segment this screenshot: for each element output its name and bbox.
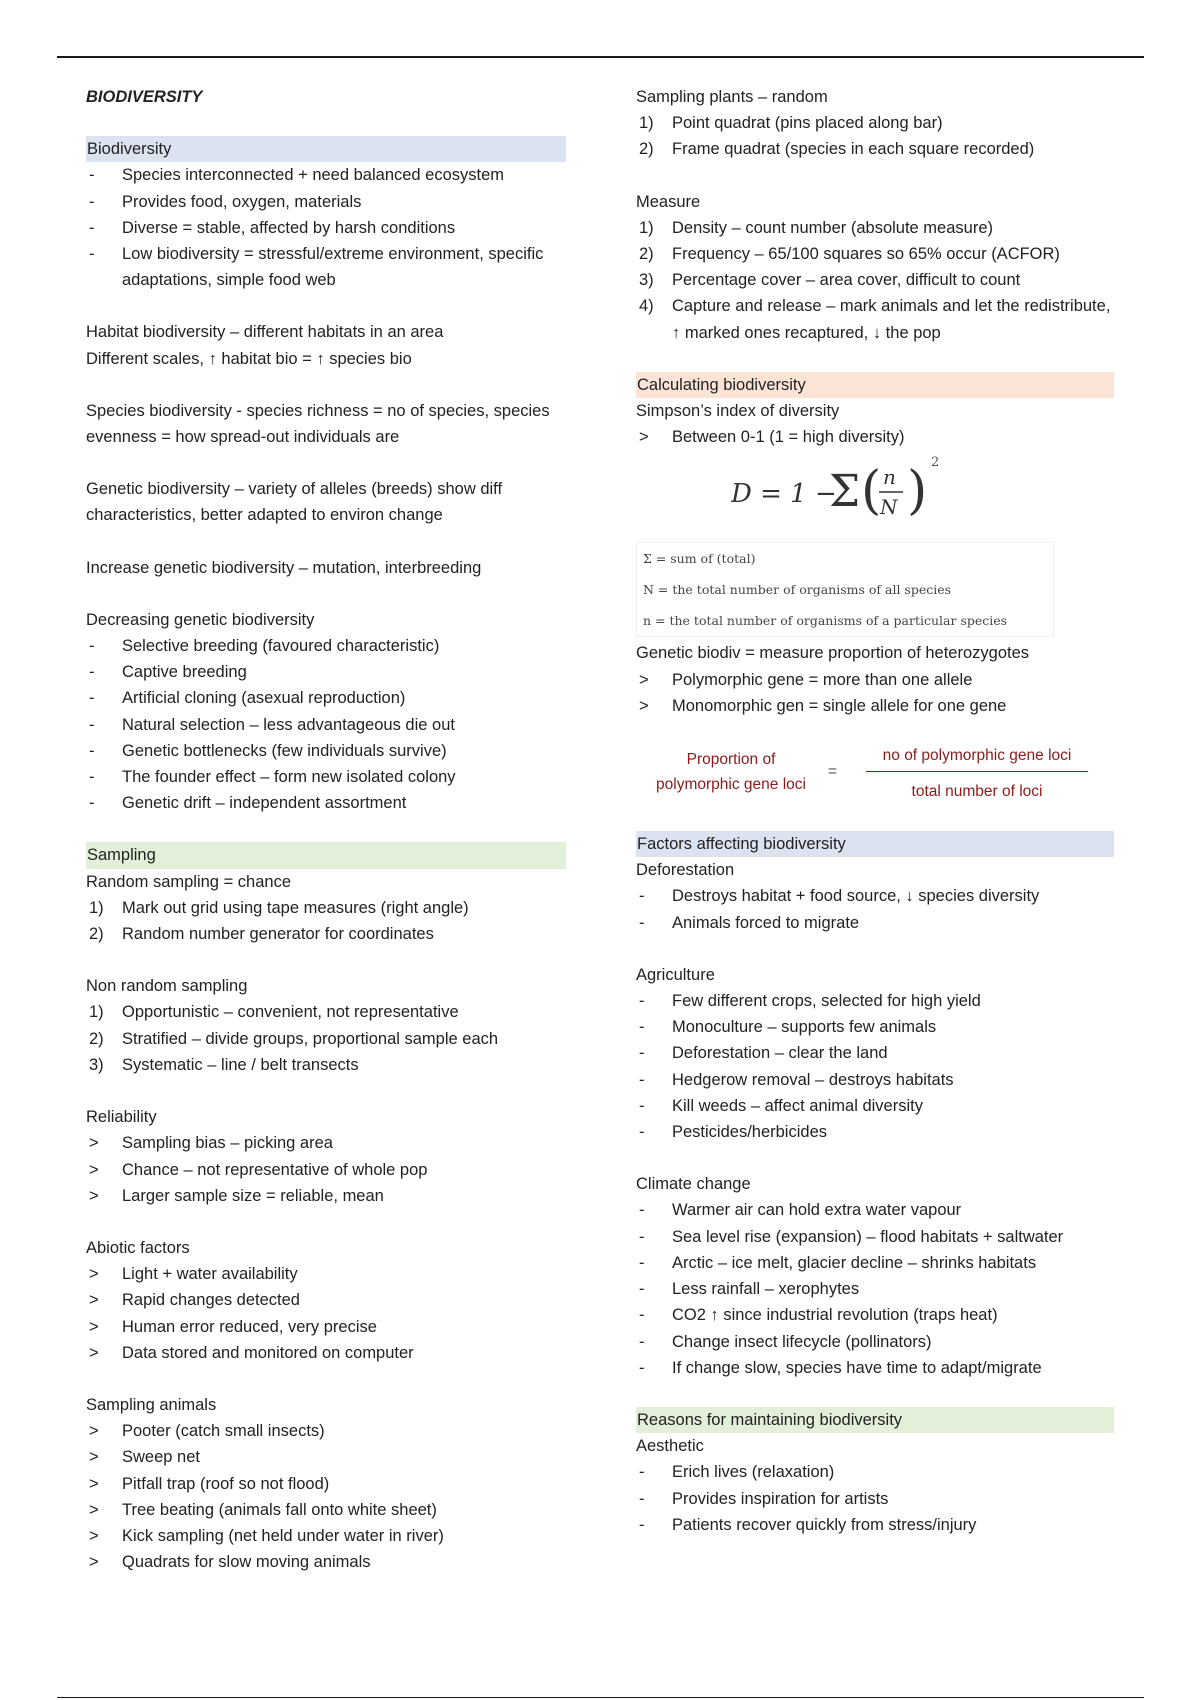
sampling-animals-heading: Sampling animals — [86, 1395, 217, 1414]
list-item-text: Kill weeds – affect animal diversity — [672, 1096, 923, 1115]
section-heading-reasons: Reasons for maintaining biodiversity — [636, 1407, 1114, 1433]
bullet-marker: > — [89, 1422, 99, 1441]
list-item-text: Sweep net — [122, 1448, 200, 1467]
list-item-text: CO2 ↑ since industrial revolution (traps heat) — [672, 1306, 998, 1325]
bullet-marker: - — [639, 1253, 645, 1272]
bullet-marker: - — [89, 768, 95, 787]
list-item-text: If change slow, species have time to adapt/migrate — [672, 1358, 1042, 1377]
list-item — [636, 1250, 1114, 1276]
list-item — [86, 1183, 566, 1209]
list-item — [636, 1302, 1114, 1328]
deforestation-heading: Deforestation — [636, 861, 735, 880]
list-item — [86, 241, 566, 293]
bullet-marker: 1) — [639, 218, 654, 237]
list-item-text: Arctic – ice melt, glacier decline – shrinks habitats — [672, 1253, 1037, 1272]
bullet-marker: - — [89, 166, 95, 185]
list-item-text: Monoculture – supports few animals — [672, 1018, 937, 1037]
list-item-text: Warmer air can hold extra water vapour — [672, 1201, 962, 1220]
measure-heading: Measure — [636, 192, 701, 211]
list-item — [86, 764, 566, 790]
list-item — [636, 667, 1114, 693]
list-item-text: Natural selection – less advantageous die out — [122, 715, 455, 734]
bottom-rule — [57, 1697, 1144, 1698]
section-heading-sampling: Sampling — [86, 842, 566, 868]
list-item-text: Larger sample size = reliable, mean — [122, 1186, 384, 1205]
list-item — [86, 1026, 566, 1052]
legend-sigma: Σ = sum of (total) — [643, 551, 756, 567]
list-item-text: Percentage cover – area cover, difficult to count — [672, 271, 1021, 290]
random-sampling-heading: Random sampling = chance — [86, 872, 291, 891]
proportion-lhs-line-2: polymorphic gene loci — [656, 776, 806, 794]
bullet-marker: > — [89, 1186, 99, 1205]
habitat-line-1: Habitat biodiversity – different habitats in an area — [86, 323, 444, 342]
list-random-sampling — [86, 895, 566, 947]
list-item — [86, 999, 566, 1025]
bullet-marker: 3) — [89, 1055, 104, 1074]
proportion-fraction-bar — [866, 771, 1088, 772]
list-item-text: Provides inspiration for artists — [672, 1489, 889, 1508]
bullet-marker: - — [639, 1306, 645, 1325]
bullet-marker: - — [639, 1201, 645, 1220]
list-item — [86, 712, 566, 738]
list-item — [86, 1523, 566, 1549]
sampling-plants-heading: Sampling plants – random — [636, 88, 828, 106]
proportion-lhs — [636, 747, 826, 797]
doc-title: BIODIVERSITY — [86, 88, 203, 106]
list-sampling-animals — [86, 1418, 566, 1575]
list-item — [636, 693, 1114, 719]
list-item — [86, 738, 566, 764]
formula-exponent: 2 — [931, 455, 940, 471]
bullet-marker: - — [89, 218, 95, 237]
bullet-marker: 1) — [89, 1003, 104, 1022]
climate-heading: Climate change — [636, 1175, 751, 1194]
bullet-marker: - — [89, 192, 95, 211]
decreasing-heading: Decreasing genetic biodiversity — [86, 610, 315, 629]
bullet-marker: - — [639, 887, 645, 906]
list-item — [86, 1261, 566, 1287]
list-item-text: Erich lives (relaxation) — [672, 1463, 835, 1482]
list-item-text: Opportunistic – convenient, not representative — [122, 1003, 459, 1022]
list-item — [636, 1040, 1114, 1066]
list-item-text: Genetic bottlenecks (few individuals survive) — [122, 741, 447, 760]
bullet-marker: > — [89, 1160, 99, 1179]
bullet-marker: - — [639, 1018, 645, 1037]
list-item-text: Deforestation – clear the land — [672, 1044, 888, 1063]
list-reliability — [86, 1130, 566, 1209]
list-item-text: Less rainfall – xerophytes — [672, 1280, 860, 1299]
bullet-marker: - — [639, 1070, 645, 1089]
bullet-marker: 4) — [639, 297, 654, 316]
bullet-marker: 1) — [639, 114, 654, 133]
list-item — [86, 215, 566, 241]
bullet-marker: - — [639, 992, 645, 1011]
list-item — [636, 267, 1114, 293]
list-aesthetic — [636, 1459, 1114, 1538]
bullet-marker: > — [639, 670, 649, 689]
list-item-text: Capture and release – mark animals and let the redistribute, ↑ marked ones recaptured, ↓ the pop — [672, 297, 1111, 342]
simpson-heading: Simpson’s index of diversity — [636, 402, 840, 421]
list-item — [636, 1512, 1114, 1538]
list-item — [86, 1287, 566, 1313]
bullet-marker: - — [639, 1489, 645, 1508]
formula-legend — [636, 542, 1054, 637]
list-item-text: Kick sampling (net held under water in river) — [122, 1526, 444, 1545]
bullet-marker: - — [639, 1332, 645, 1351]
bullet-marker: > — [89, 1553, 99, 1572]
bullet-marker: > — [89, 1343, 99, 1362]
list-item-text: Tree beating (animals fall onto white sheet) — [122, 1500, 437, 1519]
list-item-text: Sampling bias – picking area — [122, 1134, 333, 1153]
list-item — [636, 1093, 1114, 1119]
section-heading-calculating: Calculating biodiversity — [636, 372, 1114, 398]
section-heading-biodiversity: Biodiversity — [86, 136, 566, 162]
list-item-text: Density – count number (absolute measure) — [672, 218, 993, 237]
bullet-marker: 2) — [639, 245, 654, 264]
list-item-text: Low biodiversity = stressful/extreme environment, specific adaptations, simple food web — [122, 245, 544, 290]
list-item-text: Pitfall trap (roof so not flood) — [122, 1474, 330, 1493]
list-item — [636, 1486, 1114, 1512]
bullet-marker: - — [639, 1358, 645, 1377]
list-item-text: Sea level rise (expansion) – flood habitats + saltwater — [672, 1227, 1064, 1246]
proportion-numerator: no of polymorphic gene loci — [882, 747, 1072, 765]
bullet-marker: - — [639, 1280, 645, 1299]
habitat-line-2: Different scales, ↑ habitat bio = ↑ species bio — [86, 349, 412, 368]
nonrandom-sampling-heading: Non random sampling — [86, 977, 248, 996]
list-item — [86, 633, 566, 659]
bullet-marker: - — [89, 715, 95, 734]
formula-sigma: Σ — [829, 466, 861, 518]
list-climate — [636, 1197, 1114, 1380]
list-decreasing — [86, 633, 566, 816]
list-item — [86, 1549, 566, 1575]
species-biodiversity-text: Species biodiversity - species richness = no of species, species evenness = how spread-out individuals are — [86, 401, 550, 447]
list-item — [636, 110, 1114, 136]
list-item — [636, 1014, 1114, 1040]
list-item — [86, 1157, 566, 1183]
bullet-marker: - — [89, 245, 95, 264]
list-item-text: Light + water availability — [122, 1265, 298, 1284]
list-item — [86, 895, 566, 921]
list-item-text: Hedgerow removal – destroys habitats — [672, 1070, 954, 1089]
list-item — [636, 1197, 1114, 1223]
list-item — [86, 1471, 566, 1497]
bullet-marker: 2) — [639, 140, 654, 159]
list-item-text: Provides food, oxygen, materials — [122, 192, 362, 211]
list-item-text: Point quadrat (pins placed along bar) — [672, 114, 943, 133]
list-item-text: Monomorphic gen = single allele for one gene — [672, 696, 1007, 715]
list-item — [636, 1355, 1114, 1381]
bullet-marker: - — [639, 1044, 645, 1063]
formula-n: n — [883, 465, 896, 490]
list-item-text: Diverse = stable, affected by harsh conditions — [122, 218, 456, 237]
list-item — [86, 1340, 566, 1366]
list-item-text: Selective breeding (favoured characteristic) — [122, 637, 440, 656]
bullet-marker: - — [639, 1463, 645, 1482]
list-item — [86, 1497, 566, 1523]
list-item — [86, 790, 566, 816]
list-agriculture — [636, 988, 1114, 1145]
list-item-text: Genetic drift – independent assortment — [122, 794, 407, 813]
list-item — [636, 1119, 1114, 1145]
list-genetic-biodiv — [636, 667, 1114, 719]
proportion-denominator: total number of loci — [911, 783, 1043, 801]
list-nonrandom-sampling — [86, 999, 566, 1078]
bullet-marker: 1) — [89, 898, 104, 917]
list-item-text: Human error reduced, very precise — [122, 1317, 377, 1336]
genetic-biodiversity-text: Genetic biodiversity – variety of alleles (breeds) show diff characteristics, better adapted to environ change — [86, 480, 503, 525]
list-sampling-plants — [636, 110, 1114, 162]
list-item-text: Animals forced to migrate — [672, 913, 860, 932]
proportion-lhs-line-1: Proportion of — [686, 751, 776, 769]
list-item — [636, 1276, 1114, 1302]
simpson-formula — [731, 450, 971, 532]
list-biodiversity — [86, 162, 566, 293]
list-item-text: Mark out grid using tape measures (right angle) — [122, 898, 469, 917]
list-item — [636, 1329, 1114, 1355]
bullet-marker: > — [639, 696, 649, 715]
bullet-marker: > — [639, 428, 649, 447]
increase-genetic-text: Increase genetic biodiversity – mutation, interbreeding — [86, 558, 482, 577]
genetic-biodiv-heading: Genetic biodiv = measure proportion of heterozygotes — [636, 644, 1030, 663]
bullet-marker: 2) — [89, 925, 104, 944]
list-item — [636, 215, 1114, 241]
proportion-formula — [636, 741, 1114, 831]
list-item — [86, 1130, 566, 1156]
list-item-text: Data stored and monitored on computer — [122, 1343, 414, 1362]
list-item — [636, 883, 1114, 909]
aesthetic-heading: Aesthetic — [636, 1437, 704, 1456]
list-item-text: Few different crops, selected for high yield — [672, 992, 981, 1011]
bullet-marker: - — [89, 741, 95, 760]
bullet-marker: - — [89, 794, 95, 813]
list-item-text: Frame quadrat (species in each square recorded) — [672, 140, 1035, 159]
bullet-marker: > — [89, 1500, 99, 1519]
agriculture-heading: Agriculture — [636, 965, 715, 984]
formula-lhs: D = 1 − — [731, 479, 837, 510]
simpson-formula-figure — [636, 450, 1114, 640]
bullet-marker: - — [89, 689, 95, 708]
list-item — [86, 1314, 566, 1340]
list-measure — [636, 215, 1114, 346]
list-item — [86, 921, 566, 947]
list-item-text: Destroys habitat + food source, ↓ species diversity — [672, 887, 1040, 906]
bullet-marker: > — [89, 1526, 99, 1545]
list-item-text: Between 0-1 (1 = high diversity) — [672, 428, 905, 447]
bullet-marker: - — [639, 1096, 645, 1115]
list-item-text: Quadrats for slow moving animals — [122, 1553, 371, 1572]
bullet-marker: 2) — [89, 1029, 104, 1048]
list-item — [86, 162, 566, 188]
list-item — [636, 1067, 1114, 1093]
bullet-marker: - — [639, 913, 645, 932]
bullet-marker: > — [89, 1134, 99, 1153]
list-item — [636, 988, 1114, 1014]
list-item-text: Change insect lifecycle (pollinators) — [672, 1332, 932, 1351]
bullet-marker: > — [89, 1317, 99, 1336]
section-heading-factors: Factors affecting biodiversity — [636, 831, 1114, 857]
bullet-marker: - — [639, 1227, 645, 1246]
list-item — [86, 1444, 566, 1470]
list-item-text: Artificial cloning (asexual reproduction) — [122, 689, 406, 708]
bullet-marker: - — [89, 637, 95, 656]
list-item — [636, 1224, 1114, 1250]
list-item — [636, 241, 1114, 267]
bullet-marker: > — [89, 1448, 99, 1467]
list-item — [636, 136, 1114, 162]
right-column — [636, 84, 1114, 1538]
list-item-text: Polymorphic gene = more than one allele — [672, 670, 973, 689]
bullet-marker: - — [639, 1515, 645, 1534]
formula-paren-close: ) — [907, 461, 928, 522]
bullet-marker: > — [89, 1474, 99, 1493]
list-item — [86, 659, 566, 685]
list-item — [636, 293, 1114, 345]
list-item-text: Random number generator for coordinates — [122, 925, 434, 944]
list-item-text: Systematic – line / belt transects — [122, 1055, 359, 1074]
list-item — [86, 685, 566, 711]
list-item — [636, 910, 1114, 936]
list-item-text: Patients recover quickly from stress/injury — [672, 1515, 977, 1534]
left-column — [86, 84, 566, 1575]
list-deforestation — [636, 883, 1114, 935]
legend-n: n = the total number of organisms of a particular species — [643, 613, 1008, 629]
list-simpson — [636, 424, 1114, 450]
bullet-marker: - — [639, 1123, 645, 1142]
list-item-text: Pesticides/herbicides — [672, 1123, 827, 1142]
list-item-text: The founder effect – form new isolated colony — [122, 768, 456, 787]
top-rule — [57, 56, 1144, 58]
abiotic-heading: Abiotic factors — [86, 1238, 190, 1257]
list-item-text: Frequency – 65/100 squares so 65% occur (ACFOR) — [672, 245, 1060, 264]
list-item-text: Chance – not representative of whole pop — [122, 1160, 428, 1179]
list-item-text: Pooter (catch small insects) — [122, 1422, 325, 1441]
bullet-marker: > — [89, 1265, 99, 1284]
list-item-text: Rapid changes detected — [122, 1291, 300, 1310]
list-item — [86, 189, 566, 215]
list-item — [636, 1459, 1114, 1485]
formula-paren-open: ( — [861, 461, 882, 522]
list-item-text: Captive breeding — [122, 663, 247, 682]
bullet-marker: > — [89, 1291, 99, 1310]
reliability-heading: Reliability — [86, 1108, 157, 1127]
list-item — [86, 1052, 566, 1078]
legend-N: N = the total number of organisms of all species — [643, 582, 952, 598]
list-abiotic — [86, 1261, 566, 1366]
list-item — [636, 424, 1114, 450]
list-item — [86, 1418, 566, 1444]
list-item-text: Stratified – divide groups, proportional sample each — [122, 1029, 499, 1048]
list-item-text: Species interconnected + need balanced ecosystem — [122, 166, 505, 185]
proportion-equals: = — [828, 763, 838, 781]
formula-N: N — [880, 495, 898, 520]
bullet-marker: 3) — [639, 271, 654, 290]
bullet-marker: - — [89, 663, 95, 682]
